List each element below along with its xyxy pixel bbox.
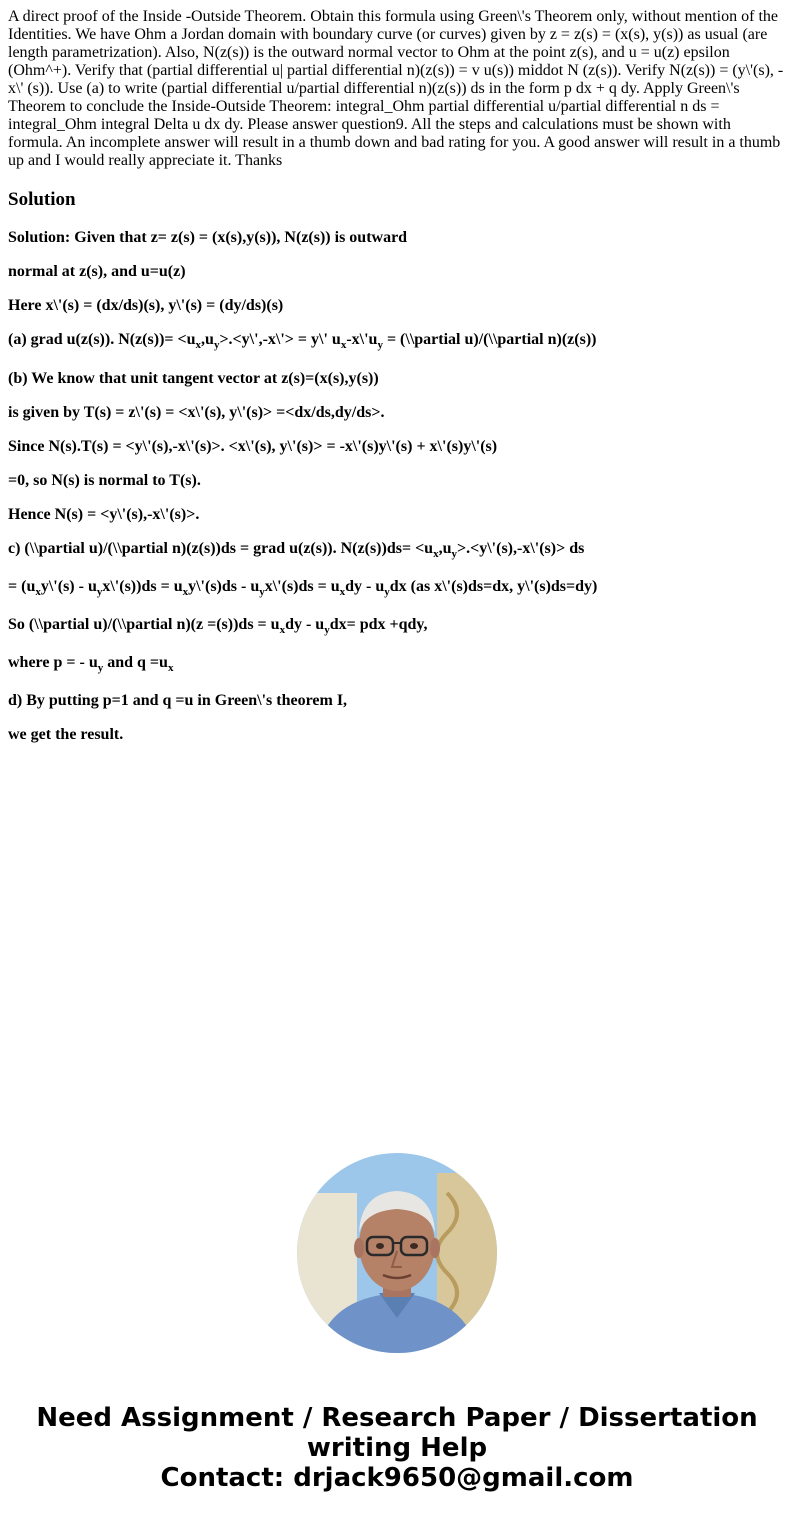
- solution-line-10: c) (\\partial u)/(\\partial n)(z(s))ds = grad u(z(s)). $N(z(s))ds= <u_x,u_y>.<y\backslash'(s),-x\backslash'(s)>$ ds: [8, 540, 585, 560]
- footer-line-2: writing Help: [306, 1433, 488, 1463]
- footer-line-1: Need Assignment / Research Paper / Dissertation: [36, 1403, 758, 1433]
- solution-line-6: is given by T(s) = z\'(s) = <x\'(s), y\'(s)> =<dx/ds,dy/ds>.: [8, 404, 385, 421]
- solution-heading: Solution: [8, 189, 76, 210]
- solution-line-2: normal at z(s), and u=u(z): [8, 263, 186, 280]
- solution-line-15: we get the result.: [8, 726, 124, 743]
- question-text: A direct proof of the Inside -Outside Theorem. Obtain this formula using Green\'s Theorem only, without mention of the Identities. We have Ohm a Jordan domain with boundary curve (or curves) given by z = z(s) = (x(s), y(s)) as usual (are length parametrization). Also, N(z(s)) is the outward normal vector to Ohm at the point z(s), and u = u(z) epsilon (Ohm^+). Verify that (partial differential u| partial differential n)(z(s)) = v u(s)) middot N (z(s)). Verify N(z(s)) = (y\'(s), -x\' (s)). Use (a) to write (partial differential u/partial differential n)(z(s)) ds in the form p dx + q dy. Apply Green\'s Theorem to conclude the Inside-Outside Theorem: integral_Ohm partial differential u/partial differential n ds = integral_Ohm integral Delta u dx dy. Please answer question9. All the steps and calculations must be shown with formula. An incomplete answer will result in a thumb down and bad rating for you. A good answer will result in a thumb up and I would really appreciate it. Thanks: [8, 8, 784, 169]
- footer-contact: Contact: drjack9650@gmail.com: [160, 1463, 634, 1493]
- solution-line-3: Here x\'(s) = (dx/ds)(s), y\'(s) = (dy/ds)(s): [8, 297, 284, 314]
- solution-line-5: (b) We know that unit tangent vector at z(s)=(x(s),y(s)): [8, 370, 379, 387]
- solution-line-4: (a) grad u(z(s)). $N(z(s))= <u_x,u_y>.<y\backslash',-x\backslash'>$ = y\' $u_x-x\backslash'u_y$ = (\\partial u)/(\\partial n)(z(s)): [8, 331, 597, 351]
- author-avatar: [297, 1153, 497, 1353]
- solution-line-1: Solution: Given that z= z(s) = (x(s),y(s)), N(z(s)) is outward: [8, 229, 408, 246]
- solution-line-8: =0, so N(s) is normal to T(s).: [8, 472, 201, 489]
- author-portrait: [297, 1153, 497, 1353]
- solution-line-14: d) By putting p=1 and q =u in Green\'s theorem I,: [8, 692, 348, 709]
- solution-line-7: Since N(s).T(s) = <y\'(s),-x\'(s)>. <x\'(s), y\'(s)> = -x\'(s)y\'(s) + x\'(s)y\'(s): [8, 438, 498, 455]
- footer-promo: [0, 1403, 794, 1493]
- solution-line-12: So (\\partial u)/(\\partial $n)(z =(s))ds = u_xdy - u_ydx=$ pdx +qdy,: [8, 616, 428, 636]
- solution-line-9: Hence N(s) = <y\'(s),-x\'(s)>.: [8, 506, 200, 523]
- solution-line-13: where p = - $u_y$ and $q =u_x$: [8, 654, 174, 674]
- solution-line-11: = ($u_xy\backslash'(s)$ - $u_yx\backslash'(s))ds$ = $u_xy\backslash'(s)ds$ - $u_yx\backslash'(s)ds = u_xdy - u_ydx$ (as x\'(s)ds=dx, y\'(s)ds=dy): [8, 578, 598, 598]
